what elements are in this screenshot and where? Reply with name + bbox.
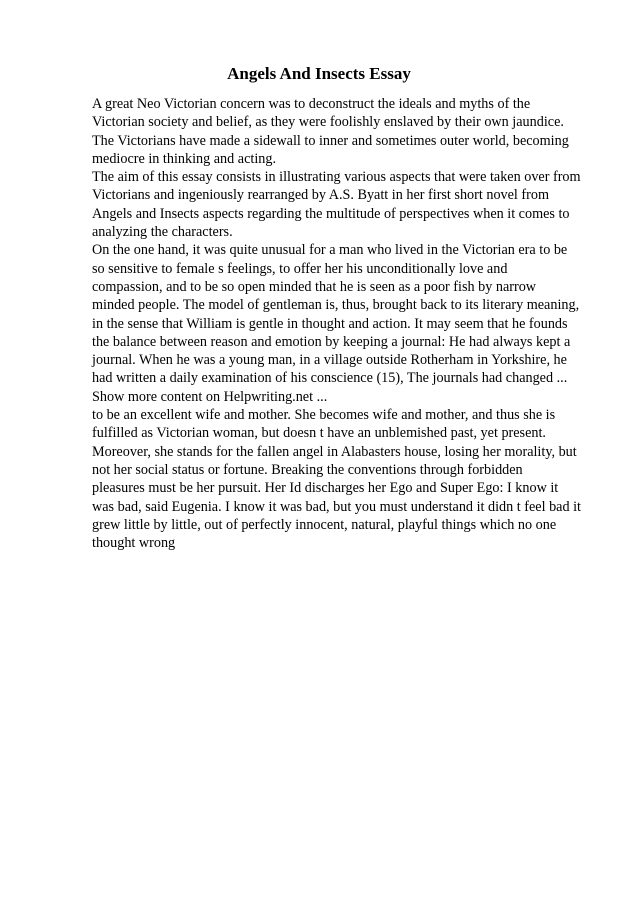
text-line: On the one hand, it was quite unusual for a man who lived in the Victorian era to be	[92, 242, 568, 259]
text-line: to be an excellent wife and mother. She becomes wife and mother, and thus she is	[92, 407, 556, 424]
text-line: Victorian society and belief, as they were foolishly enslaved by their own jaundice.	[92, 114, 564, 131]
text-line: analyzing the characters.	[92, 224, 233, 241]
text-line: fulfilled as Victorian woman, but doesn t have an unblemished past, yet present.	[92, 425, 546, 442]
text-line: minded people. The model of gentleman is, thus, brought back to its literary meaning,	[92, 297, 580, 314]
text-line: not her social status or fortune. Breaking the conventions through forbidden	[92, 461, 523, 478]
text-line: so sensitive to female s feelings, to offer her his unconditionally love and	[92, 260, 508, 277]
show-more-line: Show more content on Helpwriting.net ...	[92, 388, 328, 405]
text-line: compassion, and to be so open minded that he is seen as a poor fish by narrow	[92, 278, 537, 295]
text-line: in the sense that William is gentle in thought and action. It may seem that he founds	[92, 315, 568, 332]
text-line: Angels and Insects aspects regarding the multitude of perspectives when it comes to	[92, 205, 570, 222]
text-line: pleasures must be her pursuit. Her Id discharges her Ego and Super Ego: I know it	[92, 480, 559, 497]
text-line: thought wrong	[92, 535, 176, 552]
text-line: had written a daily examination of his conscience (15), The journals had changed ...	[92, 370, 568, 387]
text-line: A great Neo Victorian concern was to deconstruct the ideals and myths of the	[92, 96, 531, 112]
text-line: The aim of this essay consists in illustrating various aspects that were taken over from	[92, 169, 581, 186]
text-line: the balance between reason and emotion by keeping a journal: He had always kept a	[92, 333, 571, 350]
text-line: grew little by little, out of perfectly innocent, natural, playful things which no one	[92, 516, 557, 533]
text-line: was bad, said Eugenia. I know it was bad, but you must understand it didn t feel bad it	[92, 498, 581, 515]
text-line: The Victorians have made a sidewall to inner and sometimes outer world, becoming	[92, 132, 569, 149]
text-line: mediocre in thinking and acting.	[92, 150, 276, 167]
page-title: Angels And Insects Essay	[227, 64, 411, 83]
essay-body	[92, 95, 612, 552]
text-line: Moreover, she stands for the fallen angel in Alabasters house, losing her morality, but	[92, 443, 577, 460]
text-line: Victorians and ingeniously rearranged by A.S. Byatt in her first short novel from	[92, 187, 549, 204]
text-line: journal. When he was a young man, in a village outside Rotherham in Yorkshire, he	[92, 352, 567, 369]
